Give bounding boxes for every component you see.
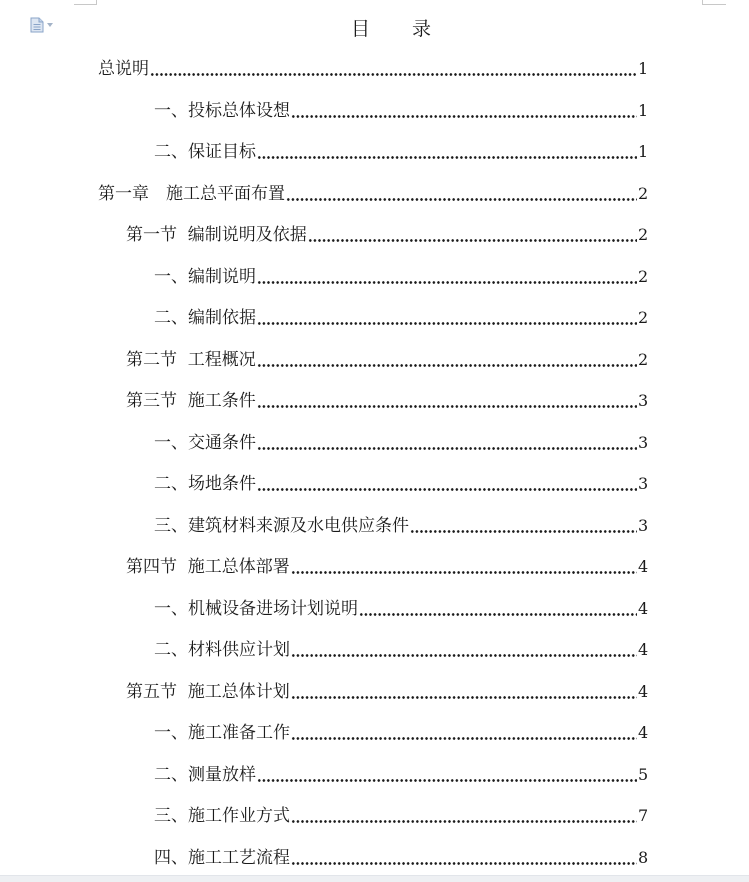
toc-entry-page-number: 2 bbox=[638, 266, 649, 286]
toc-entry[interactable] bbox=[154, 141, 647, 163]
toc-entry[interactable] bbox=[154, 307, 647, 329]
toc-entry-page-number: 1 bbox=[638, 142, 649, 161]
toc-entry-label: 二、材料供应计划 bbox=[154, 640, 290, 660]
toc-entry[interactable] bbox=[154, 473, 647, 495]
toc-entry[interactable] bbox=[126, 556, 647, 578]
toc-entry-label: 第五节 施工总体计划 bbox=[126, 681, 290, 702]
toc-entry-page-number: 4 bbox=[638, 681, 649, 701]
dot-leader bbox=[257, 432, 637, 454]
toc-entry-label: 第一节 编制说明及依据 bbox=[126, 225, 307, 245]
dot-leader bbox=[257, 764, 637, 786]
toc-entry-page-number: 3 bbox=[638, 515, 649, 535]
dot-leader bbox=[286, 183, 637, 205]
toc-entry-page-number: 1 bbox=[638, 59, 649, 78]
toc-entry[interactable] bbox=[126, 681, 647, 703]
dot-leader bbox=[257, 266, 637, 288]
toc-entry-page-number: 2 bbox=[638, 225, 649, 244]
page-bottom-edge bbox=[0, 875, 749, 882]
toc-entry[interactable] bbox=[154, 764, 647, 786]
toc-entry[interactable] bbox=[126, 349, 647, 371]
dot-leader bbox=[291, 639, 637, 661]
dot-leader bbox=[291, 100, 637, 122]
toc-entry-page-number: 7 bbox=[638, 806, 649, 825]
crop-mark-top-left bbox=[74, 4, 96, 5]
toc-entry[interactable] bbox=[154, 805, 647, 827]
dot-leader bbox=[257, 349, 637, 371]
dot-leader bbox=[291, 556, 637, 578]
toc-entry[interactable] bbox=[126, 390, 647, 412]
toc-entry-label: 第三节 施工条件 bbox=[126, 391, 256, 411]
toc-entry-label: 第一章 施工总平面布置 bbox=[98, 183, 285, 204]
crop-mark-top-left bbox=[96, 0, 97, 5]
toc-entry-page-number: 3 bbox=[638, 391, 649, 410]
dot-leader bbox=[257, 141, 637, 163]
toc-entry-page-number: 3 bbox=[638, 474, 649, 493]
dot-leader bbox=[359, 598, 637, 620]
toc-entry-label: 二、场地条件 bbox=[154, 474, 256, 494]
toc-entry-label: 四、施工工艺流程 bbox=[154, 847, 290, 868]
toc-entry-page-number: 3 bbox=[638, 432, 649, 452]
dot-leader bbox=[291, 722, 637, 744]
crop-mark-top-right bbox=[702, 0, 703, 5]
toc-entry[interactable] bbox=[154, 722, 647, 744]
toc-entry-label: 一、机械设备进场计划说明 bbox=[154, 598, 358, 619]
dot-leader bbox=[291, 681, 637, 703]
toc-entry[interactable] bbox=[154, 639, 647, 661]
toc-entry-page-number: 1 bbox=[638, 100, 649, 120]
toc-entry[interactable] bbox=[154, 266, 647, 288]
toc-entry-label: 三、建筑材料来源及水电供应条件 bbox=[154, 515, 409, 536]
toc-entry-page-number: 2 bbox=[638, 308, 649, 327]
toc-entry-label: 第二节 工程概况 bbox=[126, 349, 256, 370]
toc-entry[interactable] bbox=[126, 224, 647, 246]
toc-entry-page-number: 4 bbox=[638, 723, 649, 742]
toc-entry-page-number: 2 bbox=[638, 183, 649, 203]
dot-leader bbox=[291, 847, 637, 869]
toc-entry-page-number: 4 bbox=[638, 640, 649, 659]
dot-leader bbox=[257, 307, 637, 329]
toc-title: 目 录 bbox=[350, 18, 450, 40]
dot-leader bbox=[257, 390, 637, 412]
toc-entry[interactable] bbox=[154, 515, 647, 537]
dot-leader bbox=[257, 473, 637, 495]
dot-leader bbox=[308, 224, 637, 246]
dot-leader bbox=[150, 58, 637, 80]
toc-entry[interactable] bbox=[154, 847, 647, 869]
toc-entry[interactable] bbox=[98, 183, 647, 205]
toc-entry[interactable] bbox=[154, 598, 647, 620]
toc-entry-label: 二、编制依据 bbox=[154, 308, 256, 328]
crop-mark-top-right bbox=[702, 4, 726, 5]
toc-entry-label: 二、测量放样 bbox=[154, 764, 256, 785]
toc-entry-label: 一、交通条件 bbox=[154, 432, 256, 453]
toc-entry-page-number: 5 bbox=[638, 764, 649, 784]
dot-leader bbox=[291, 805, 637, 827]
toc-entry-page-number: 8 bbox=[638, 847, 649, 867]
toc-entry-page-number: 4 bbox=[638, 557, 649, 576]
toc-entry-label: 二、保证目标 bbox=[154, 142, 256, 162]
toc-entry-page-number: 4 bbox=[638, 598, 649, 618]
toc-entry[interactable] bbox=[154, 432, 647, 454]
toc-entry-label: 一、投标总体设想 bbox=[154, 100, 290, 121]
dot-leader bbox=[410, 515, 637, 537]
toc-entry-label: 三、施工作业方式 bbox=[154, 806, 290, 826]
toc-entry-label: 一、施工准备工作 bbox=[154, 723, 290, 743]
toc-entry-label: 第四节 施工总体部署 bbox=[126, 557, 290, 577]
toc-entry-page-number: 2 bbox=[638, 349, 649, 369]
toc-entry-label: 总说明 bbox=[98, 59, 149, 79]
toc-entry[interactable] bbox=[98, 58, 647, 80]
toc-entry[interactable] bbox=[154, 100, 647, 122]
toc-entry-label: 一、编制说明 bbox=[154, 266, 256, 287]
